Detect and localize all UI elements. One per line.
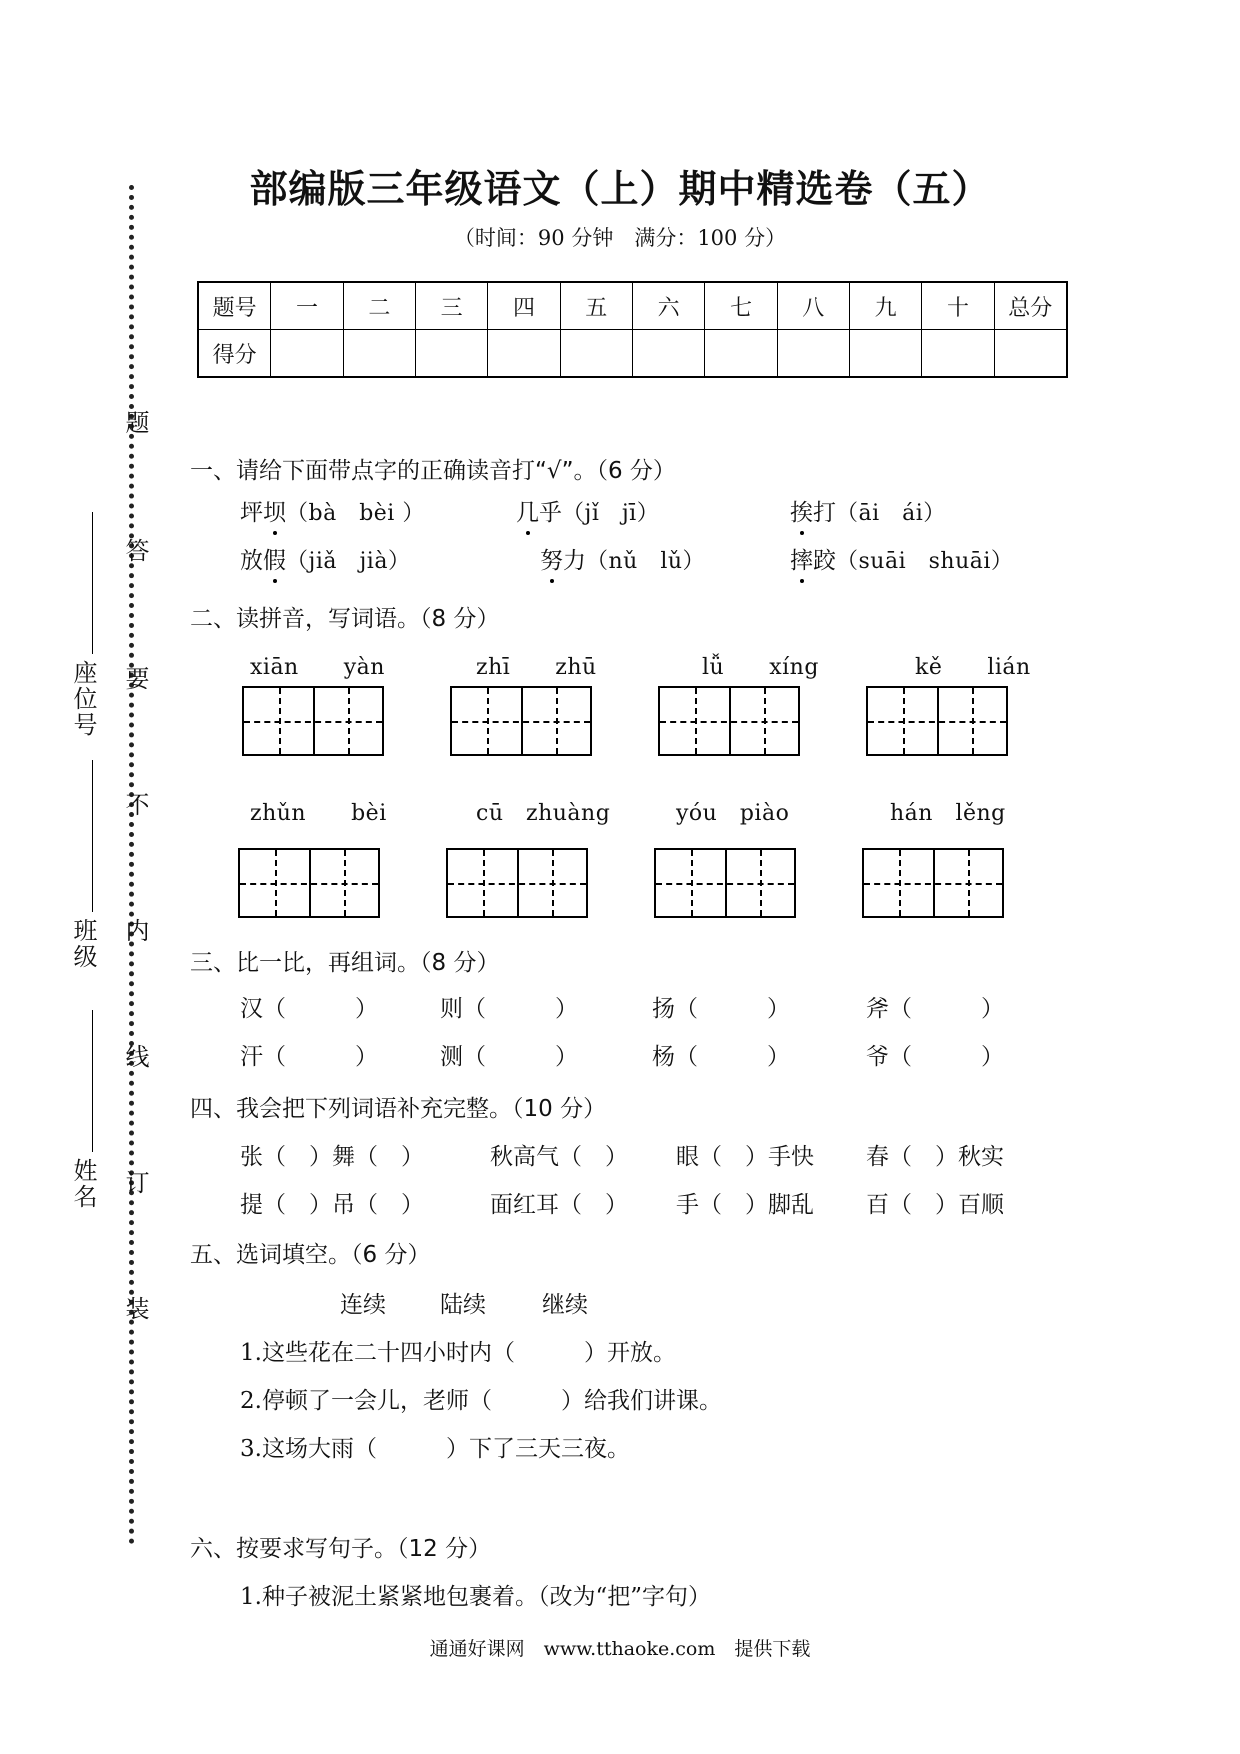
seal-char: 装 [121,1296,149,1320]
writing-grid[interactable] [242,686,384,756]
class-blank[interactable] [92,760,93,912]
pinyin-label: zhǔn bèi [250,801,387,826]
seal-char: 要 [121,666,149,690]
class-label: 班级 [69,918,97,970]
score-header-cell: 八 [777,282,849,330]
compare-item: 杨（ ） [652,1044,790,1070]
idiom-item: 手（ ）脚乱 [676,1192,814,1218]
compare-item: 斧（ ） [866,996,1004,1022]
q2-heading: 二、读拼音，写词语。（8 分） [190,606,500,632]
footer-source: 通通好课网 www.tthaoke.com 提供下载 [429,1638,811,1660]
q1-item: 摔跤（suāi shuāi） [790,542,1013,575]
dotted-char: 摔 [790,542,813,575]
score-cell[interactable] [632,330,704,378]
idiom-item: 百（ ）百顺 [866,1192,1004,1218]
q5-heading: 五、选词填空。（6 分） [190,1242,431,1268]
fill-sentence: 2.停顿了一会儿，老师（ ）给我们讲课。 [240,1388,722,1414]
q3-heading: 三、比一比，再组词。（8 分） [190,950,500,976]
dotted-char: 挨 [790,494,813,527]
q1-heading: 一、请给下面带点字的正确读音打“√”。（6 分） [190,458,676,484]
score-header-cell: 五 [560,282,632,330]
word-choice: 继续 [542,1292,588,1318]
score-row [198,330,1067,378]
q1-item: 挨打（āi ái） [790,494,946,527]
pinyin-label: kě lián [915,655,1031,680]
q1-item: 努力（nǔ lǔ） [540,542,705,575]
seat-number-blank[interactable] [92,512,93,654]
score-header-cell: 十 [922,282,994,330]
score-cell[interactable] [922,330,994,378]
q1-item: 坪坝（bà bèi ） [240,494,425,527]
idiom-item: 张（ ）舞（ ） [240,1144,424,1170]
word-choice: 连续 [340,1292,386,1318]
score-cell[interactable] [994,330,1067,378]
compare-item: 爷（ ） [866,1044,1004,1070]
score-cell[interactable] [271,330,343,378]
q1-item: 几乎（jǐ jī） [516,494,659,527]
writing-grid[interactable] [654,848,796,918]
idiom-item: 面红耳（ ） [490,1192,628,1218]
exam-info: （时间：90 分钟 满分：100 分） [453,226,787,250]
score-header-cell: 二 [343,282,415,330]
name-blank[interactable] [92,1010,93,1152]
score-header-cell: 一 [271,282,343,330]
compare-item: 扬（ ） [652,996,790,1022]
score-table [197,281,1068,378]
seal-char: 订 [121,1170,149,1194]
q4-heading: 四、我会把下列词语补充完整。（10 分） [190,1096,607,1122]
seal-char: 答 [121,538,149,562]
name-label: 姓名 [69,1158,97,1210]
idiom-item: 眼（ ）手快 [676,1144,814,1170]
compare-item: 汉（ ） [240,996,378,1022]
writing-grid[interactable] [658,686,800,756]
score-header-cell: 总分 [994,282,1067,330]
score-row-label: 得分 [198,330,271,378]
score-header-cell: 九 [849,282,921,330]
rewrite-sentence: 1.种子被泥土紧紧地包裹着。（改为“把”字句） [240,1584,711,1610]
pinyin-label: hán lěng [890,801,1006,826]
score-cell[interactable] [705,330,777,378]
score-header-cell: 六 [632,282,704,330]
score-cell[interactable] [849,330,921,378]
seat-number-label: 座位号 [69,660,97,738]
pinyin-label: lǚ xíng [702,655,819,680]
score-header-cell: 三 [415,282,487,330]
dotted-char: 假 [263,542,286,575]
score-header-cell: 七 [705,282,777,330]
seal-char: 不 [121,792,149,816]
score-header-row [198,282,1067,330]
pinyin-label: cū zhuàng [476,801,611,826]
writing-grid[interactable] [446,848,588,918]
seal-char: 内 [121,918,149,942]
page-title: 部编版三年级语文（上）期中精选卷（五） [249,167,991,211]
binding-dotted-line [129,185,134,1545]
compare-item: 测（ ） [440,1044,578,1070]
writing-grid[interactable] [450,686,592,756]
q6-heading: 六、按要求写句子。（12 分） [190,1536,492,1562]
fill-sentence: 1.这些花在二十四小时内（ ）开放。 [240,1340,676,1366]
score-cell[interactable] [777,330,849,378]
score-cell[interactable] [343,330,415,378]
seal-char: 线 [121,1044,149,1068]
idiom-item: 提（ ）吊（ ） [240,1192,424,1218]
compare-item: 则（ ） [440,996,578,1022]
fill-sentence: 3.这场大雨（ ）下了三天三夜。 [240,1436,630,1462]
score-cell[interactable] [488,330,560,378]
writing-grid[interactable] [862,848,1004,918]
dotted-char: 几 [516,494,539,527]
score-cell[interactable] [560,330,632,378]
pinyin-label: yóu piào [676,801,790,826]
word-choice: 陆续 [440,1292,486,1318]
writing-grid[interactable] [238,848,380,918]
idiom-item: 春（ ）秋实 [866,1144,1004,1170]
seal-char: 题 [121,410,149,434]
score-cell[interactable] [415,330,487,378]
score-header-cell: 四 [488,282,560,330]
idiom-item: 秋高气（ ） [490,1144,628,1170]
dotted-char: 坝 [263,494,286,527]
score-header-cell: 题号 [198,282,271,330]
compare-item: 汗（ ） [240,1044,378,1070]
writing-grid[interactable] [866,686,1008,756]
q1-item: 放假（jiǎ jià） [240,542,410,575]
pinyin-label: xiān yàn [250,655,385,680]
dotted-char: 努 [540,542,563,575]
pinyin-label: zhī zhū [476,655,597,680]
